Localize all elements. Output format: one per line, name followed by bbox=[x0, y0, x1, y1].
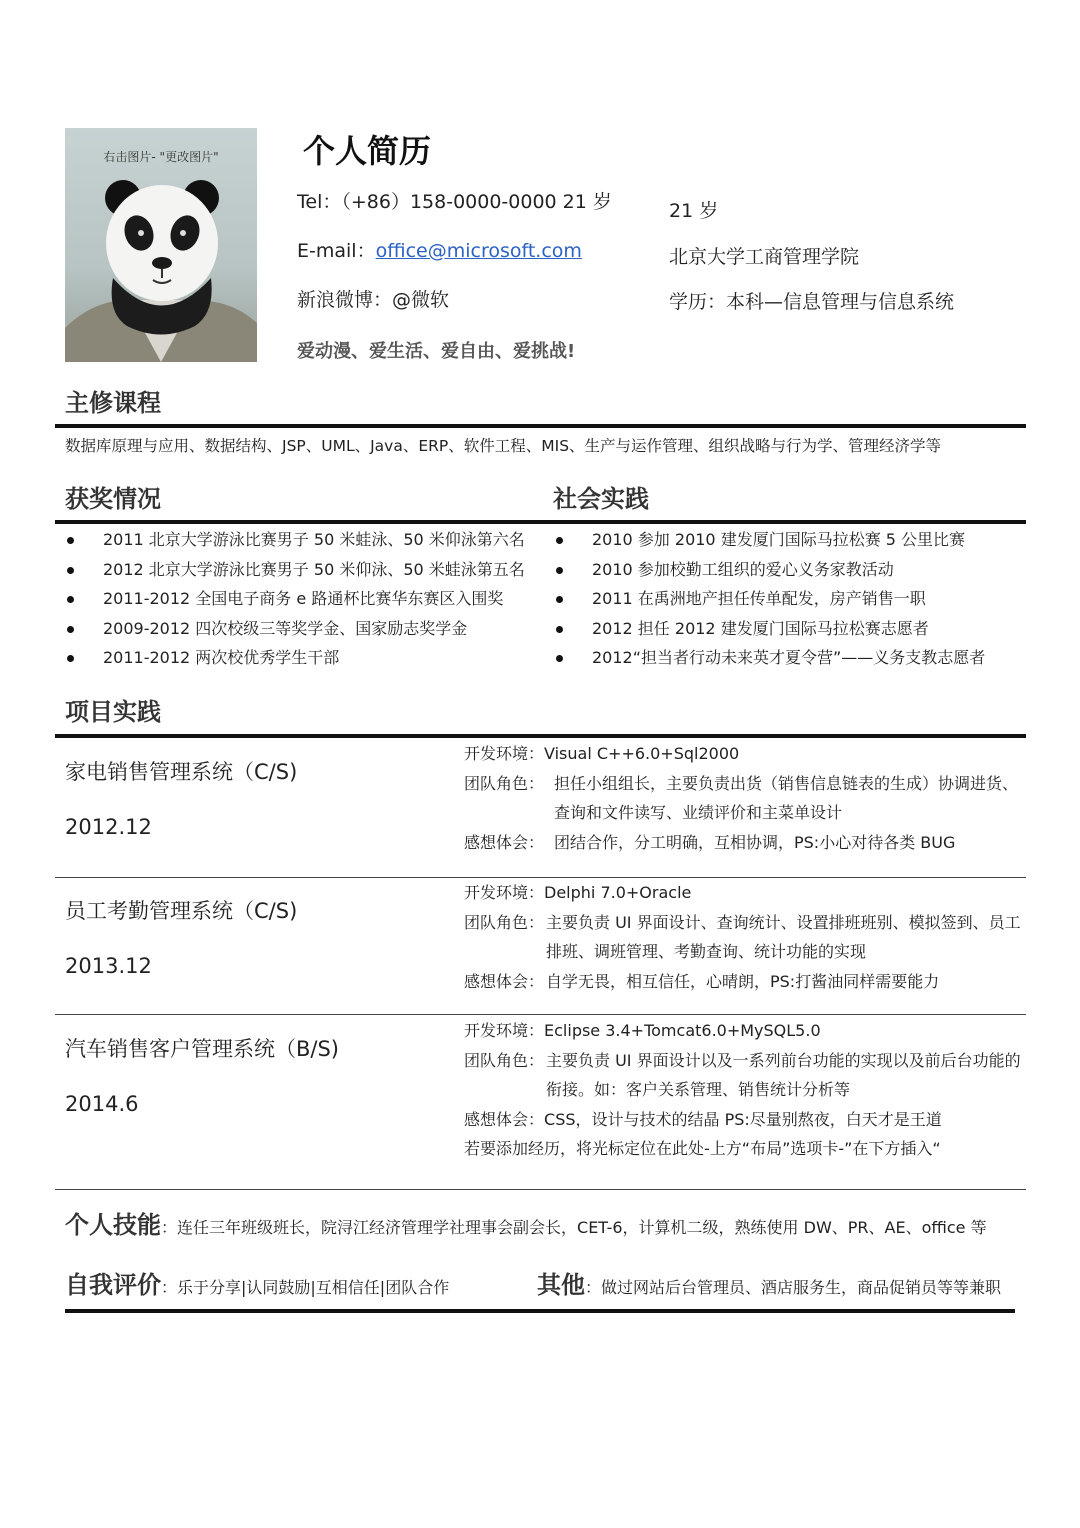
other-text: 做过网站后台管理员、酒店服务生，商品促销员等等兼职 bbox=[601, 1278, 1002, 1297]
list-item: 2010 参加 2010 建发厦门国际马拉松赛 5 公里比赛 bbox=[554, 525, 985, 555]
practice-title: 社会实践 bbox=[553, 485, 649, 513]
email-link[interactable]: office@microsoft.com bbox=[375, 240, 582, 262]
practice-list bbox=[554, 525, 985, 673]
self-eval-line: 自我评价：乐于分享|认同鼓励|互相信任|团队合作 bbox=[65, 1271, 450, 1299]
note-row[interactable]: 若要添加经历，将光标定位在此处-上方“布局”选项卡-”在下方插入“ bbox=[464, 1139, 941, 1158]
section-divider bbox=[55, 734, 1026, 738]
skills-text: 连任三年班级班长，院浔江经济管理学社理事会副会长，CET-6，计算机二级，熟练使用 DW、PR、AE、office 等 bbox=[177, 1218, 987, 1237]
project-divider bbox=[55, 1014, 1026, 1015]
bullet-icon bbox=[67, 567, 74, 574]
footer-divider bbox=[65, 1309, 1015, 1313]
env-row: 开发环境： Visual C++6.0+Sql2000 bbox=[464, 744, 740, 763]
project-date: 2014.6 bbox=[65, 1092, 139, 1116]
role-row: 团队角色： 主要负责 UI 界面设计、查询统计、设置排班班别、模拟签到、员工排班、调班管理、考勤查询、统计功能的实现 bbox=[464, 912, 1021, 961]
resume-title: 个人简历 bbox=[303, 132, 432, 170]
project-details bbox=[464, 878, 1024, 996]
school-text: 北京大学工商管理学院 bbox=[669, 246, 860, 268]
list-item: 2012“担当者行动未来英才夏令营”——义务支教志愿者 bbox=[554, 643, 985, 673]
self-eval-title: 自我评价 bbox=[65, 1271, 161, 1299]
projects-title: 项目实践 bbox=[65, 698, 161, 726]
awards-title: 获奖情况 bbox=[65, 485, 161, 513]
env-row: 开发环境： Eclipse 3.4+Tomcat6.0+MySQL5.0 bbox=[464, 1021, 821, 1040]
feel-row: 感想体会： 团结合作，分工明确，互相协调，PS:小心对待各类 BUG bbox=[464, 832, 956, 852]
other-title: 其他 bbox=[537, 1271, 585, 1299]
weibo-text: 新浪微博：@微软 bbox=[297, 289, 450, 311]
motto-text: 爱动漫、爱生活、爱自由、爱挑战! bbox=[297, 341, 576, 362]
panda-portrait-image bbox=[65, 128, 257, 362]
role-row: 团队角色： 主要负责 UI 界面设计以及一系列前台功能的实现以及前后台功能的衔接。如：客户关系管理、销售统计分析等 bbox=[464, 1050, 1021, 1099]
env-row: 开发环境： Delphi 7.0+Oracle bbox=[464, 883, 692, 902]
degree-text: 学历：本科—信息管理与信息系统 bbox=[669, 291, 955, 313]
courses-text: 数据库原理与应用、数据结构、JSP、UML、Java、ERP、软件工程、MIS、生产与运作管理、组织战略与行为学、管理经济学等 bbox=[65, 437, 942, 455]
self-eval-text: 乐于分享|认同鼓励|互相信任|团队合作 bbox=[177, 1278, 450, 1297]
list-item: 2011 北京大学游泳比赛男子 50 米蛙泳、50 米仰泳第六名 bbox=[65, 525, 525, 555]
skills-title: 个人技能 bbox=[65, 1211, 161, 1239]
feel-row: 感想体会： CSS，设计与技术的结晶 PS:尽量别熬夜，白天才是王道 bbox=[464, 1109, 942, 1129]
list-item: 2011-2012 两次校优秀学生干部 bbox=[65, 643, 525, 673]
awards-list bbox=[65, 525, 525, 673]
bullet-icon bbox=[67, 596, 74, 603]
phone-text: Tel：（+86）158-0000-0000 21 岁 bbox=[297, 191, 612, 213]
bullet-icon bbox=[67, 626, 74, 633]
feel-row: 感想体会： 自学无畏，相互信任，心晴朗，PS:打酱油同样需要能力 bbox=[464, 971, 940, 991]
skills-line: 个人技能：连任三年班级班长，院浔江经济管理学社理事会副会长，CET-6，计算机二级，熟练使用 DW、PR、AE、office 等 bbox=[65, 1211, 987, 1239]
photo-caption: 右击图片- "更改图片" bbox=[103, 150, 219, 164]
bullet-icon bbox=[556, 655, 563, 662]
bullet-icon bbox=[556, 537, 563, 544]
profile-photo[interactable] bbox=[65, 128, 257, 362]
bullet-icon bbox=[556, 596, 563, 603]
role-row: 团队角色： 担任小组组长，主要负责出货（销售信息链表的生成）协调进货、查询和文件读写、业绩评价和主菜单设计 bbox=[464, 773, 1019, 822]
section-divider bbox=[55, 424, 1026, 428]
courses-title: 主修课程 bbox=[65, 389, 161, 417]
list-item: 2011 在禹洲地产担任传单配发，房产销售一职 bbox=[554, 584, 985, 614]
other-line: 其他：做过网站后台管理员、酒店服务生，商品促销员等等兼职 bbox=[537, 1271, 1002, 1299]
project-name: 家电销售管理系统（C/S) bbox=[65, 760, 298, 784]
project-name: 汽车销售客户管理系统（B/S) bbox=[65, 1037, 340, 1061]
project-date: 2013.12 bbox=[65, 954, 152, 978]
section-divider bbox=[55, 520, 1026, 524]
list-item: 2012 北京大学游泳比赛男子 50 米仰泳、50 米蛙泳第五名 bbox=[65, 555, 525, 585]
bullet-icon bbox=[67, 537, 74, 544]
email-line bbox=[297, 236, 582, 263]
email-label: E-mail： bbox=[297, 240, 376, 262]
bullet-icon bbox=[556, 626, 563, 633]
list-item: 2010 参加校勤工组织的爱心义务家教活动 bbox=[554, 555, 985, 585]
project-name: 员工考勤管理系统（C/S) bbox=[65, 899, 298, 923]
bullet-icon bbox=[67, 655, 74, 662]
list-item: 2012 担任 2012 建发厦门国际马拉松赛志愿者 bbox=[554, 614, 985, 644]
project-details bbox=[464, 1016, 1024, 1164]
list-item: 2011-2012 全国电子商务 e 路通杯比赛华东赛区入围奖 bbox=[65, 584, 525, 614]
project-details bbox=[464, 739, 1024, 857]
project-divider bbox=[55, 1189, 1026, 1190]
bullet-icon bbox=[556, 567, 563, 574]
list-item: 2009-2012 四次校级三等奖学金、国家励志奖学金 bbox=[65, 614, 525, 644]
age-text: 21 岁 bbox=[669, 200, 719, 222]
project-date: 2012.12 bbox=[65, 815, 152, 839]
